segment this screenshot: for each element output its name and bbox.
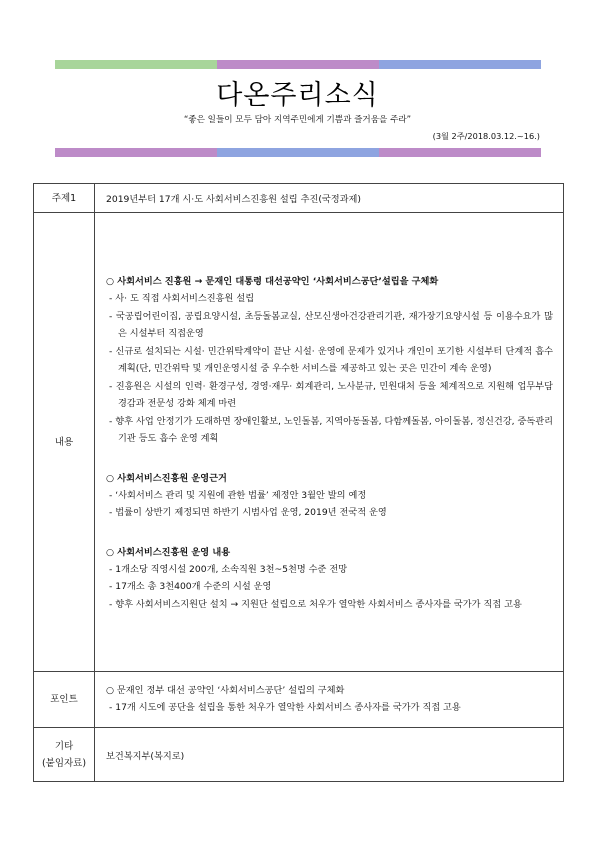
list-item: - 국공립어린이집, 공립요양시설, 초등돌봄교실, 산모신생아건강관리기관, 재가장기요양시설 등 이용수요가 많은 시설부터 직접운영 — [109, 310, 553, 339]
point-row — [34, 672, 564, 728]
etc-label-line: (붙임자료) — [41, 757, 87, 769]
section-heading: ○ 사회서비스진흥원 운영근거 — [106, 472, 227, 484]
point-line: - 17개 시도에 공단을 설립을 통한 처우가 열악한 사회서비스 종사자를 국가가 직접 고용 — [109, 702, 461, 714]
news-table — [33, 183, 564, 782]
point-line: ○ 문재인 정부 대선 공약인 ‘사회서비스공단’ 설립의 구체화 — [106, 685, 345, 697]
section-heading: ○ 사회서비스 진흥원 → 문재인 대통령 대선공약인 ‘사회서비스공단’설립을 구체화 — [106, 276, 439, 287]
list-item: - 사· 도 직접 사회서비스진흥원 설립 — [109, 293, 255, 304]
etc-label-line: 기타 — [54, 740, 74, 752]
list-item: - 법률이 상반기 제정되면 하반기 시범사업 운영, 2019년 전국적 운영 — [109, 507, 387, 518]
list-item: - ‘사회서비스 관리 및 지원에 관한 법률’ 제정안 3월안 발의 예정 — [109, 489, 367, 501]
content-section — [106, 544, 563, 614]
point-body — [95, 672, 564, 728]
content-section — [106, 470, 563, 522]
header-color-bar-bottom — [55, 148, 541, 157]
content-row — [34, 213, 564, 672]
subject-label: 주제1 — [34, 184, 95, 213]
etc-row — [34, 728, 564, 782]
list-item: - 진흥원은 시설의 인력· 환경구성, 경영·재무· 회계관리, 노사분규, 민원대처 등을 체계적으로 지원해 업무부담 경감과 전문성 강화 체계 마련 — [109, 380, 553, 409]
issue-date: (3월 2주/2018.03.12.~16.) — [432, 131, 540, 141]
section-heading: ○ 사회서비스진흥원 운영 내용 — [106, 546, 231, 558]
content-label: 내용 — [34, 213, 95, 672]
content-body — [95, 213, 564, 672]
list-item: - 신규로 설치되는 시설· 민간위탁계약이 끝난 시설· 운영에 문제가 있거나 개인이 포기한 시설부터 단계적 흡수 계획(단, 민간위탁 및 개인운영시설 중 우수한 서비스를 제공하고 있는 곳은 민간이 계속 운영) — [109, 345, 553, 374]
etc-text: 보건복지부(복지로) — [95, 728, 564, 782]
list-item: - 1개소당 직영시설 200개, 소속직원 3천~5천명 수준 전망 — [109, 563, 348, 575]
newsletter-title: 다온주리소식 — [216, 80, 379, 111]
subject-text: 2019년부터 17개 시·도 사회서비스진흥원 설립 추진(국정과제) — [95, 184, 564, 213]
list-item: - 향후 사업 안정기가 도래하면 장애인활보, 노인돌봄, 지역아동돌봄, 다함께돌봄, 아이돌봄, 정신건강, 중독관리기관 등도 흡수 운영 계획 — [109, 415, 553, 444]
point-label: 포인트 — [34, 672, 95, 728]
list-item: - 향후 사회서비스지원단 설치 → 지원단 설립으로 처우가 열악한 사회서비스 종사자를 국가가 직접 고용 — [109, 598, 522, 610]
subject-row — [34, 184, 564, 213]
newsletter-subtitle: “좋은 일들이 모두 담아 지역주민에게 기쁨과 즐거움을 주라” — [183, 115, 412, 125]
list-item: - 17개소 총 3천400개 수준의 시설 운영 — [109, 581, 272, 592]
header-color-bar-top — [55, 60, 541, 69]
etc-label — [34, 728, 95, 782]
content-section — [106, 273, 563, 448]
